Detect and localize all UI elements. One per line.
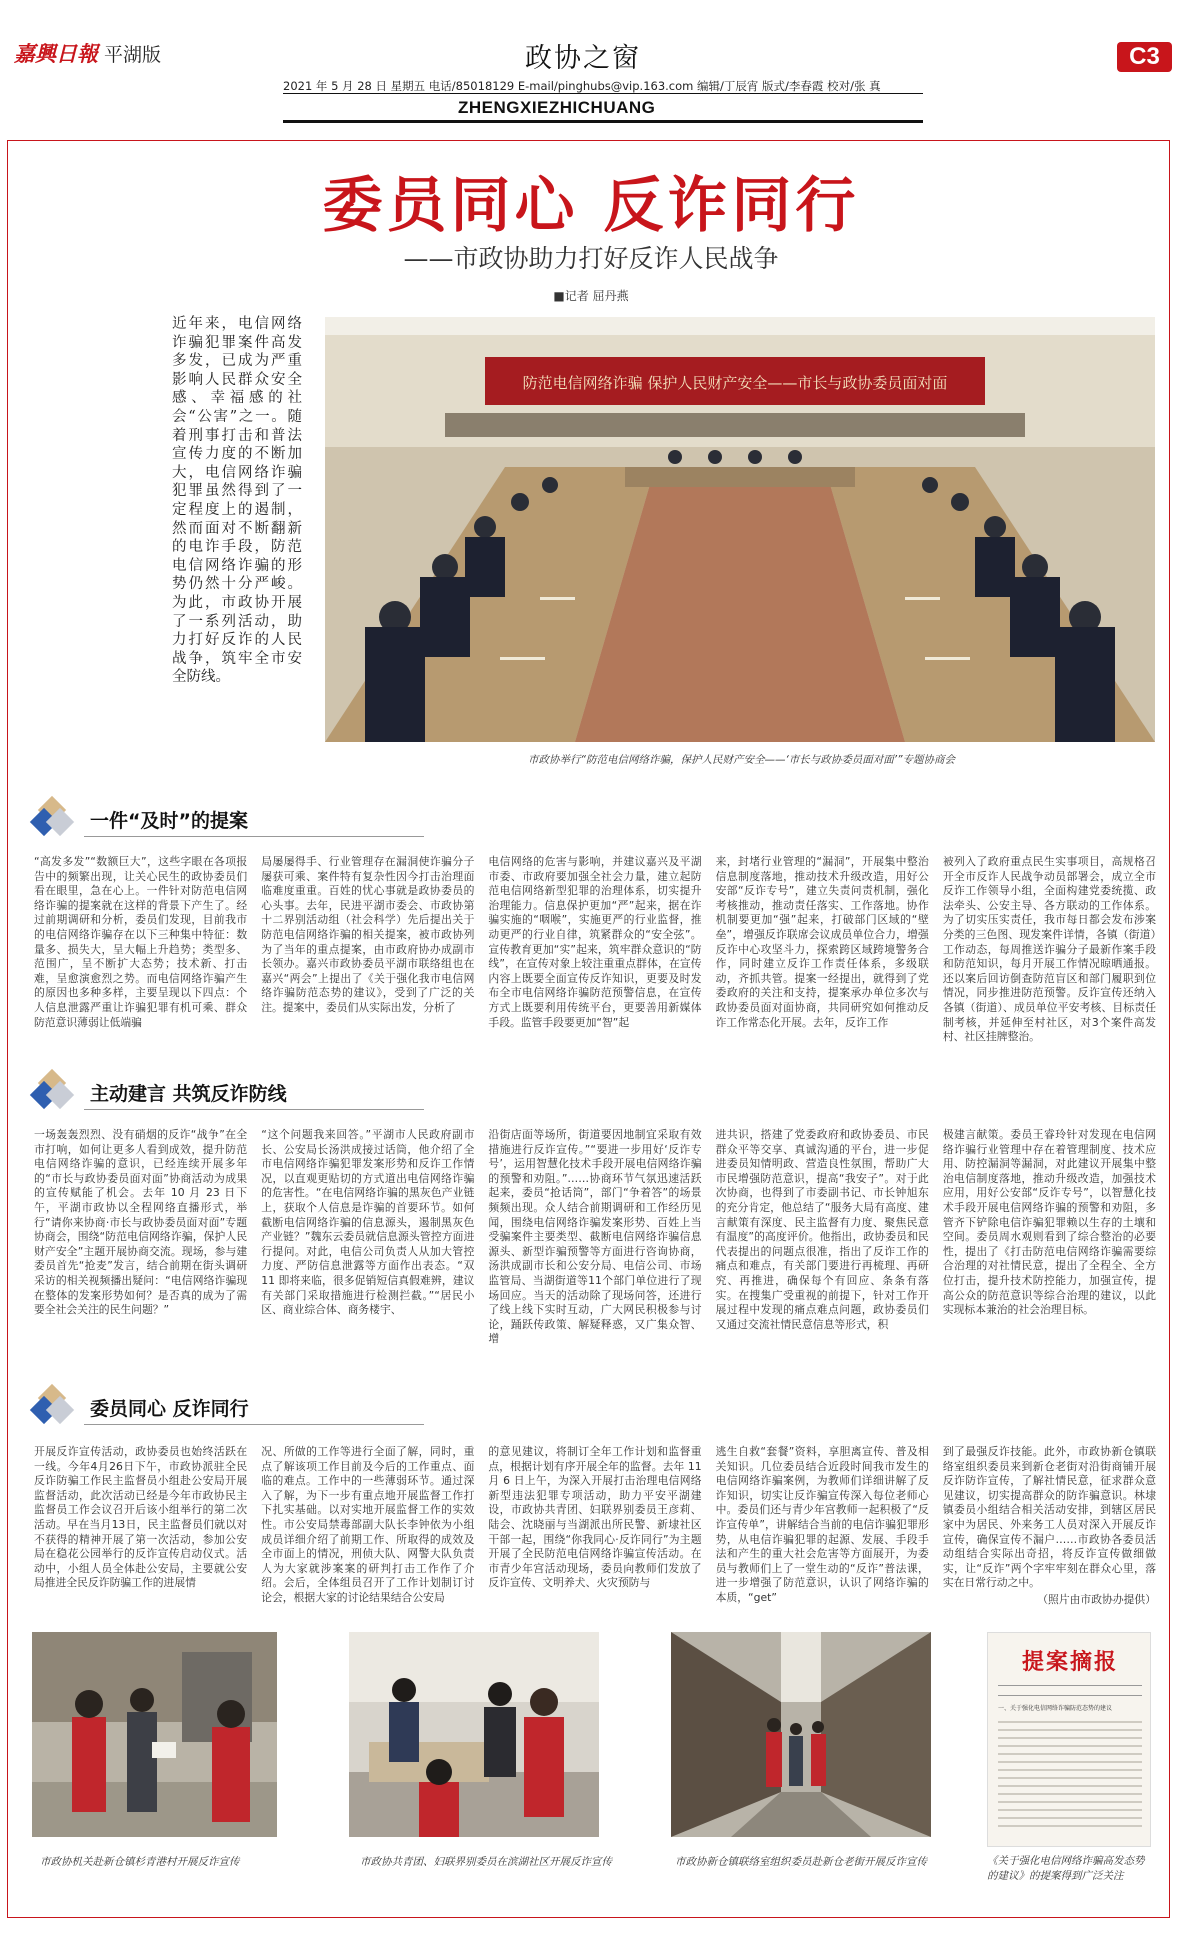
street-photo-illustration <box>32 1632 277 1837</box>
proposal-text-line <box>998 1809 1142 1811</box>
section-header-2 <box>34 1063 634 1119</box>
column-pinyin: ZHENGXIEZHICHUANG <box>458 98 656 117</box>
section-title: 主动建言 共筑反诈防线 <box>90 1083 287 1105</box>
proposal-text-line <box>998 1761 1142 1763</box>
text-column: 逃生自救“套餐”资料，享胆离宣传、普及相关知识。几位委员结合近段时间我市发生的电信网络诈骗案例，为教师们详细讲解了反诈知识，切实让反诈骗宣传深入每位老师心中。委员们还与青少年宫教师一起积极了“反诈宣传单”，讲解结合当前的电信诈骗犯罪形势，从电信诈骗犯罪的起源、发展、手段手法和产生的重大社会危害等方面展开，为委员与教师们上了一堂生动的“反诈”普法课，进一步增强了防范意识，认识了网络诈骗的本质，“get” <box>715 1445 929 1604</box>
section-underline <box>84 1109 424 1110</box>
section-2-body <box>34 1128 1156 1346</box>
section-title: 委员同心 反诈同行 <box>90 1398 249 1420</box>
proposal-heading: 一、关于强化电信网络诈骗防范态势的建议 <box>998 1705 1113 1712</box>
proposal-summary-box <box>987 1632 1151 1847</box>
section-1-body <box>34 855 1156 1059</box>
proposal-text-line <box>998 1721 1142 1723</box>
edition-name: 平湖版 <box>104 44 162 66</box>
proposal-caption: 《关于强化电信网络诈骗高发态势的建议》的提案得到广泛关注 <box>987 1855 1145 1882</box>
main-photo-meeting <box>325 317 1155 742</box>
text-column <box>943 1445 1156 1615</box>
meeting-illustration <box>325 317 1155 742</box>
text-column: “高发多发”“数额巨大”，这些字眼在各项报告中的频繁出现，让关心民生的政协委员们看在眼里，急在心上。一件针对防范电信网络诈骗的提案就在这样的背景下产生了。经过前期调研和分析，委员们发现，目前我市的电信网络诈骗存在以下三种集中特征：数量多、损失大，呈大幅上升趋势；类型多、范围广，呈不断扩大态势；技术新、打击难，呈愈演愈烈之势。而电信网络诈骗产生的原因也多种多样，主要呈现以下四点：个人信息泄露严重让诈骗犯罪有机可乘、群众防范意识薄弱让低端骗 <box>34 855 248 1029</box>
header-rule <box>283 93 923 94</box>
photo-credit: （照片由市政协办提供） <box>1037 1592 1157 1606</box>
proposal-text-line <box>998 1737 1142 1739</box>
proposal-text-line <box>998 1777 1142 1779</box>
byline: ■记者 屈丹燕 <box>553 289 629 303</box>
text-column: 的意见建议，将制订全年工作计划和监督重点，根据计划有序开展全年的监督。去年 11 月 6 日上午，为深入开展打击治理电信网络新型违法犯罪专项活动，助力平安平湖建设，市政协共青团、妇联界别委员王彦莉、陆会、沈晓丽与当湖派出所民警、新埭社区干部一起，围绕“你我同心·反诈同行”为主题开展了全民防范电信网络诈骗宣传活动。在市青少年宫活动现场，委员向教师们发放了反诈宣传、文明养犬、火灾预防与 <box>488 1445 702 1590</box>
masthead <box>0 0 1182 125</box>
text-column: 局屡屡得手、行业管理存在漏洞使诈骗分子屡获可乘、案件特有复杂性因今打击治理面临难度重重。百姓的忧心事就是政协委员的心头事。去年，民进平湖市委会、市政协第十二界别活动组（社会科学）先后提出关于防范电信网络诈骗的相关提案，被市政协列为了当年的重点提案，由市政府协办成副市长领办。嘉兴市政协委员平湖市联络组也在嘉兴“两会”上提出了《关于强化我市电信网络诈骗防范态势的建议》，受到了广泛的关注。提案中，委员们从实际出发，分析了 <box>261 855 475 1014</box>
old-street-photo-illustration <box>671 1632 931 1837</box>
text-column: 极建言献策。委员王睿玲针对发现在电信网络诈骗行业管理中存在着管理制度、技术应用、防控漏洞等漏洞，对此建议开展集中整治电信制度落地，推动升级改造，加强技术应用，用好公安部“反诈专号”，以智慧化技术手段开展电信网络诈骗的预警和劝阻，多管齐下铲除电信诈骗犯罪赖以生存的土壤和空间。委员周水观则看到了综合整治的必要性，提出了《打击防范电信网络诈骗需要综合治理的对社情民意，提出了全程全、全方位打击，提升技术防控能力，加强宣传，提高公众的防范意识等综合治理的建议，以此实现标本兼治的社会治理目标。 <box>942 1128 1157 1317</box>
section-underline <box>84 836 424 837</box>
text-column: 一场轰轰烈烈、没有硝烟的反诈“战争”在全市打响，如何让更多人看到成效，提升防范电信网络诈骗的意识，已经连续开展多年的“市长与政协委员面对面”协商活动为成果的宣传赋能了机会。去年 10 月 23 日下午，平湖市政协以全程网络直播形式，举行“请你来协商·市长与政协委员面对面”专题协商会，围绕“防范电信网络诈骗，保护人民财产安全”主题开展协商交流。现场，参与建委员首先“抢麦”发言，结合前期在街头调研采访的相关视频播出疑问：“电信网络诈骗现在整体的发案形势如何？是否真的成为了需要全社会关注的民生问题？” <box>34 1128 248 1317</box>
column-title <box>525 36 641 75</box>
community-photo-illustration <box>349 1632 599 1837</box>
photo-caption: 市政协机关赴新仓镇杉青港村开展反诈宣传 <box>40 1856 240 1868</box>
section-3-body <box>34 1445 1156 1615</box>
main-photo-caption: 市政协举行“防范电信网络诈骗，保护人民财产安全——‘市长与政协委员面对面’”专题协商会 <box>528 754 956 766</box>
text-column: 开展反诈宣传活动，政协委员也始终活跃在一线。今年4月26日下午，市政协派驻全民反诈防骗工作民主监督员小组赴公安局开展监督活动，此次活动已经是今年市政协民主监督员工作会议召开后该小组举行的第二次活动。早在当月13日，民主监督员们就以对不获得的精神开展了第一次活动，参加公安局在稳花公园举行的反诈宣传启动仪式。活动中，小组人员全体赴公安局，主要就公安局推进全民反诈防骗工作的进展情 <box>34 1445 248 1590</box>
section-title: 一件“及时”的提案 <box>90 810 248 832</box>
photo-street-promotion <box>32 1632 277 1837</box>
proposal-text-line <box>998 1729 1142 1731</box>
text-column: 被列入了政府重点民生实事项目，高规格召开全市反诈人民战争动员部署会，成立全市反诈工作领导小组，全面构建党委统揽、政法牵头、公安主导、各方联动的工作体系。为了切实压实责任，我市每日都会发布涉案分类的三色图、现发案件详情，各镇（街道）工作动态，每周推送诈骗分子最新作案手段和防范知识，每月开展工作情况晾晒通报。还以案后回访倒查防范盲区和部门履职到位情况，同步推进防范预警。反诈宣传还纳入各镇（街道）、成员单位平安考核、目标责任制考核，并延伸至村社区，对3个案件高发村、社区挂牌整治。 <box>942 855 1157 1044</box>
proposal-text-line <box>998 1785 1142 1787</box>
headline: 委员同心 反诈同行 <box>322 171 860 241</box>
photo-caption: 市政协共青团、妇联界别委员在滨湖社区开展反诈宣传 <box>360 1856 612 1868</box>
text-column: 况、所做的工作等进行全面了解，同时，重点了解该项工作目前及今后的工作重点、面临的难点。工作中的一些薄弱环节。通过深入了解，为下一步有重点地开展监督工作打下扎实基础。以对实地开展监督工作的实效性。市公安局禁毒部副大队长李钟依为小组成员详细介绍了前期工作、所取得的成效及全市面上的情况，刑侦大队、网警大队负责人为大家就涉案案的研判打击工作作了介绍。会后，全体组员召开了工作计划制订讨论会，根据大家的讨论结果结合公安局 <box>261 1445 475 1604</box>
section-header-3 <box>34 1378 634 1434</box>
text-column: 进共识，搭建了党委政府和政协委员、市民群众平等交享、真诚沟通的平台，进一步促进委员知情明政、营造良性氛围，帮助广大市民增强防范意识，提高“我安子”。对于此次协商，也得到了市委副书记、市长钟旭东的充分肯定，他总结了“服务大局有高度、建言献策有深度、民主监督有力度、聚焦民意有温度”的高度评价。他指出，政协委员和民代表提出的问题点很准，指出了反诈工作的痛点和难点，有关部门要进行再梳理、再研究、再推进，确保每个有回应、条条有落实。在搜集广受重视的前提下，针对工作开展过程中发现的痛点难点问题，政协委员们又通过交流社情民意信息等形式，积 <box>715 1128 929 1331</box>
text-column: 沿街店面等场所，街道要因地制宜采取有效措施进行反诈宣传。”“要进一步用好‘反诈专号’，运用智慧化技术手段开展电信网络诈骗的预警和劝阻。”……协商环节气氛迅速活跃起来，委员“抢话筒”，部门“争着答”的场景频频出现。众人结合前期调研和工作经历见闻，围绕电信网络诈骗发案形势、百姓上当受骗案件主要类型、截断电信网络诈骗信息源头、新型诈骗预警等方面进行咨询协商，汤洪成副市长和公安分局、电信公司、市场监管局、当湖街道等11个部门单位进行了现场回应。当天的活动除了现场问答，还进行了线上线下实时互动，广大网民积极参与讨论，踊跃传政策、解疑释惑，又广集众智、增 <box>488 1128 702 1346</box>
photo-old-street-promotion <box>671 1632 931 1837</box>
section-underline <box>84 1424 424 1425</box>
text-column-body: 到了最强反诈技能。此外，市政协新仓镇联络室组织委员来到新仓老街对沿街商铺开展反诈防诈宣传，了解社情民意，征求群众意见建议，切实提高群众的防诈骗意识。林埭镇委员小组结合相关活动安排，到辖区居民家中为居民、外来务工人员对深入开展反诈宣传，确保宣传不漏户……市政协各委员活动组结合实际出奇招，将反诈宣传做细做实，让“反诈”两个字牢牢刻在群众心里，落实在日常行动之中。 <box>942 1445 1157 1590</box>
text-column: 电信网络的危害与影响，并建议嘉兴及平湖市委、市政府要加强全社会力量，建立起防范电信网络新型犯罪的治理体系，切实提升治理能力。信息保护更加“严”起来，据在诈骗实施的“咽喉”，实施更严的行业监督，推动更严的行业自律，筑紧群众的“安全弦”。宣传教育更加“实”起来，筑牢群众意识的“防线”，在宣传对象上较注重重点群体，在宣传内容上既要全面宣传反诈知识，更要及时发布全市电信网络诈骗防范预警信息，在宣传方式上既要利用传统平台，更要善用新媒体手段。监管手段要更加“智”起 <box>488 855 702 1029</box>
newspaper-logo: 嘉興日報 <box>14 41 98 66</box>
photo-community-promotion <box>349 1632 599 1837</box>
lead-paragraph: 近年来，电信网络诈骗犯罪案件高发多发，已成为严重影响人民群众安全感、幸福感的社会“公害”之一。随着刑事打击和普法宣传力度的不断加大，电信网络诈骗犯罪虽然得到了一定程度上的遏制，然而面对不断翻新的电诈手段，防范电信网络诈骗的形势仍然十分严峻。为此，市政协开展了一系列活动，助力打好反诈的人民战争，筑牢全市安全防线。 <box>172 316 302 686</box>
banner-text: 防范电信网络诈骗 保护人民财产安全——市长与政协委员面对面 <box>522 374 948 392</box>
proposal-text-line <box>998 1801 1142 1803</box>
subtitle: ——市政协助力打好反诈人民战争 <box>403 244 779 273</box>
page-number: C3 <box>1117 42 1172 72</box>
issue-info-line: 2021 年 5 月 28 日 星期五 电话/85018129 E-mail/pinghubs@vip.163.com 编辑/丁辰宵 版式/李春霞 校对/张 真 <box>283 79 881 93</box>
proposal-text-line <box>998 1745 1142 1747</box>
proposal-text-line <box>998 1817 1142 1819</box>
proposal-text-line <box>998 1825 1142 1827</box>
photo-caption: 市政协新仓镇联络室组织委员赴新仓老街开展反诈宣传 <box>675 1856 927 1868</box>
proposal-rule <box>998 1695 1142 1696</box>
proposal-text-line <box>998 1769 1142 1771</box>
header-rule-thick <box>283 120 923 123</box>
column-title-text: 政协之窗 <box>525 43 641 74</box>
proposal-rule <box>998 1685 1142 1686</box>
text-column: “这个问题我来回答。”平湖市人民政府副市长、公安局长汤洪成接过话筒，他介绍了全市电信网络诈骗犯罪发案形势和反诈工作情况，以直观更贴切的方式道出电信网络诈骗的危害性。“在电信网络诈骗的黑灰色产业链上，获取个人信息是诈骗的首要环节。如何截断电信网络诈骗的信息源头，遏制黑灰色产业链？”魏东云委员就信息源头管控方面进行提问。对此，电信公司负责人从加大管控力度、严防信息泄露等方面作出表态。“双 11 即将来临，很多促销短信真假难辨，建议有关部门采取措施进行检测拦截。”“居民小区、商业综合体、商务楼宇、 <box>261 1128 475 1317</box>
section-header-1 <box>34 790 634 846</box>
proposal-text-line <box>998 1753 1142 1755</box>
text-column: 来，封堵行业管理的“漏洞”，开展集中整治信息制度落地，推动技术升级改造，用好公安部“反诈专号”，建立失责问责机制，强化考核推动，推动责任落实、工作落地。协作机制要更加“强”起来，打破部门区域的“壁垒”，增强反诈联席会议成员单位合力，增强反诈中心攻坚斗力，探索跨区域跨境警务合作，同时建立反诈工作责任体系，多级联动，齐抓共管。提案一经提出，就得到了党委政府的关注和支持，提案承办单位多次与政协委员面对面协商，共同研究如何推动反诈工作常态化开展。去年，反诈工作 <box>715 855 929 1029</box>
proposal-text-line <box>998 1793 1142 1795</box>
proposal-title: 提案摘报 <box>1021 1649 1118 1675</box>
